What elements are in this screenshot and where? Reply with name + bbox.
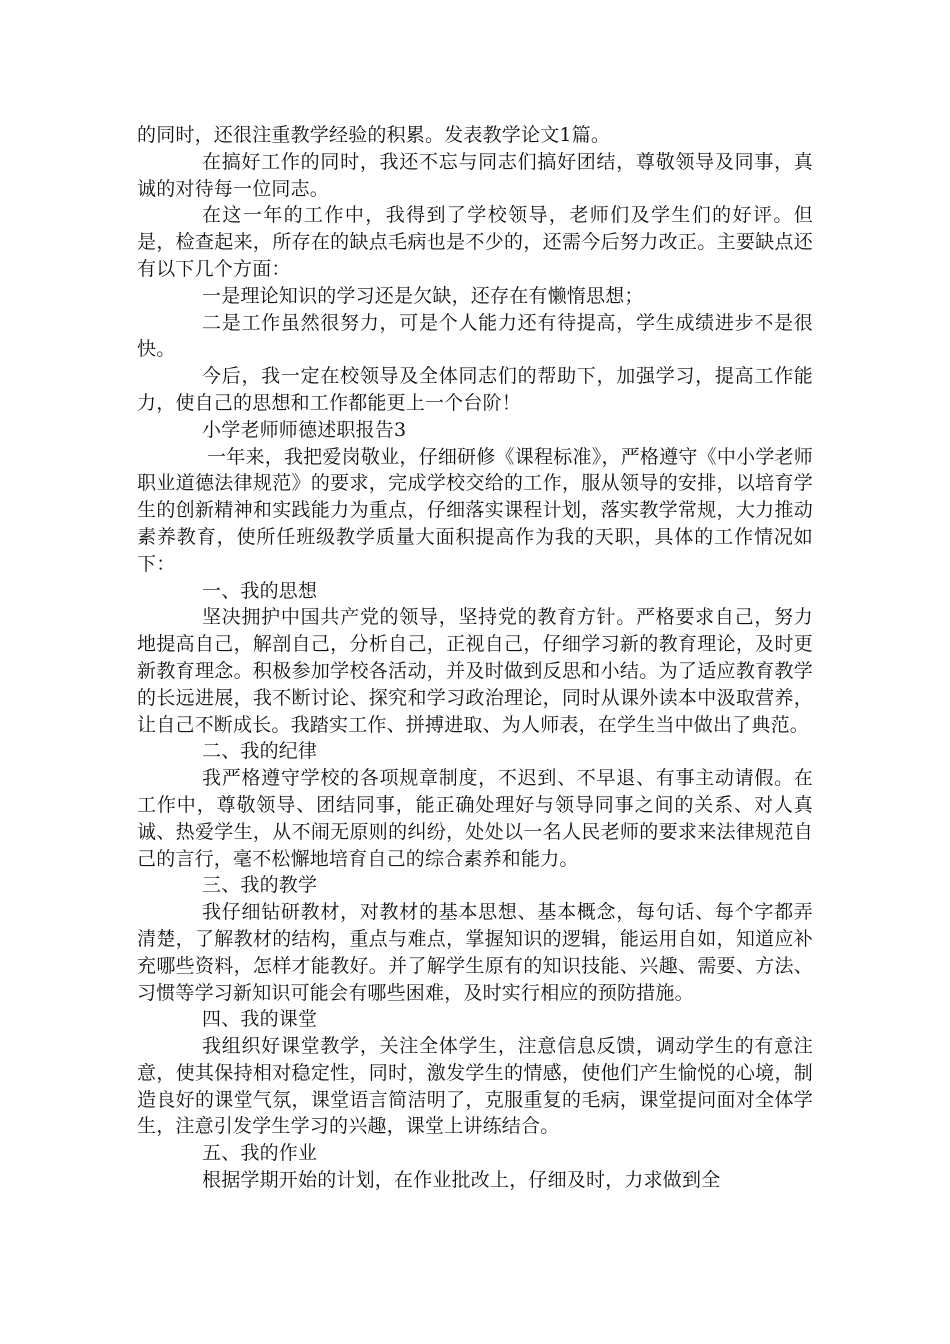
paragraph: 我仔细钻研教材，对教材的基本思想、基本概念，每句话、每个字都弄清楚，了解教材的结构，重点与难点，掌握知识的逻辑，能运用自如，知道应补充哪些资料，怎样才能教好。并了解学生原有的知识技能、兴趣、需要、方法、习惯等学习新知识可能会有哪些困难，及时实行相应的预防措施。 <box>137 901 813 1004</box>
document-body <box>137 122 813 1194</box>
paragraph: 我严格遵守学校的各项规章制度，不迟到、不早退、有事主动请假。在工作中，尊敬领导、团结同事，能正确处理好与领导同事之间的关系、对人真诚、热爱学生，从不闹无原则的纠纷，处处以一名人民老师的要求来法律规范自己的言行，毫不松懈地培育自己的综合素养和能力。 <box>137 767 813 870</box>
paragraph: 我组织好课堂教学，关注全体学生，注意信息反馈，调动学生的有意注意，使其保持相对稳定性，同时，激发学生的情感，使他们产生愉悦的心境，制造良好的课堂气氛，课堂语言简洁明了，克服重复的毛病，课堂提问面对全体学生，注意引发学生学习的兴趣，课堂上讲练结合。 <box>137 1035 813 1138</box>
paragraph: 今后，我一定在校领导及全体同志们的帮助下，加强学习，提高工作能力，使自己的思想和工作都能更上一个台阶！ <box>137 365 813 414</box>
paragraph: 坚决拥护中国共产党的领导，坚持党的教育方针。严格要求自己，努力地提高自己，解剖自己，分析自己，正视自己，仔细学习新的教育理论，及时更新教育理念。积极参加学校各活动，并及时做到反思和小结。为了适应教育教学的长远进展，我不断讨论、探究和学习政治理论，同时从课外读本中汲取营养，让自己不断成长。我踏实工作、拼搏进取、为人师表，在学生当中做出了典范。 <box>137 606 813 736</box>
section-title: 小学老师师德述职报告3 <box>202 418 407 441</box>
section-heading: 四、我的课堂 <box>202 1008 318 1031</box>
paragraph: 一是理论知识的学习还是欠缺，还存在有懒惰思想； <box>202 284 644 307</box>
section-heading: 二、我的纪律 <box>202 740 318 763</box>
paragraph: 在这一年的工作中，我得到了学校领导，老师们及学生们的好评。但是，检查起来，所存在的缺点毛病也是不少的，还需今后努力改正。主要缺点还有以下几个方面： <box>137 204 813 280</box>
paragraph: 根据学期开始的计划，在作业批改上，仔细及时，力求做到全 <box>202 1169 721 1192</box>
paragraph: 一年来，我把爱岗敬业，仔细研修《课程标准》，严格遵守《中小学老师职业道德法律规范》的要求，完成学校交给的工作，服从领导的安排，以培育学生的创新精神和实践能力为重点，仔细落实课程计划，落实教学常规，大力推动素养教育，使所任班级教学质量大面积提高作为我的天职，具体的工作情况如下： <box>137 445 813 575</box>
paragraph: 在搞好工作的同时，我还不忘与同志们搞好团结，尊敬领导及同事，真诚的对待每一位同志。 <box>137 150 813 200</box>
section-heading: 五、我的作业 <box>202 1142 318 1165</box>
paragraph: 的同时，还很注重教学经验的积累。发表教学论文1篇。 <box>137 124 611 146</box>
section-heading: 一、我的思想 <box>202 579 318 602</box>
section-heading: 三、我的教学 <box>202 874 318 897</box>
paragraph: 二是工作虽然很努力，可是个人能力还有待提高，学生成绩进步不是很快。 <box>137 311 813 361</box>
